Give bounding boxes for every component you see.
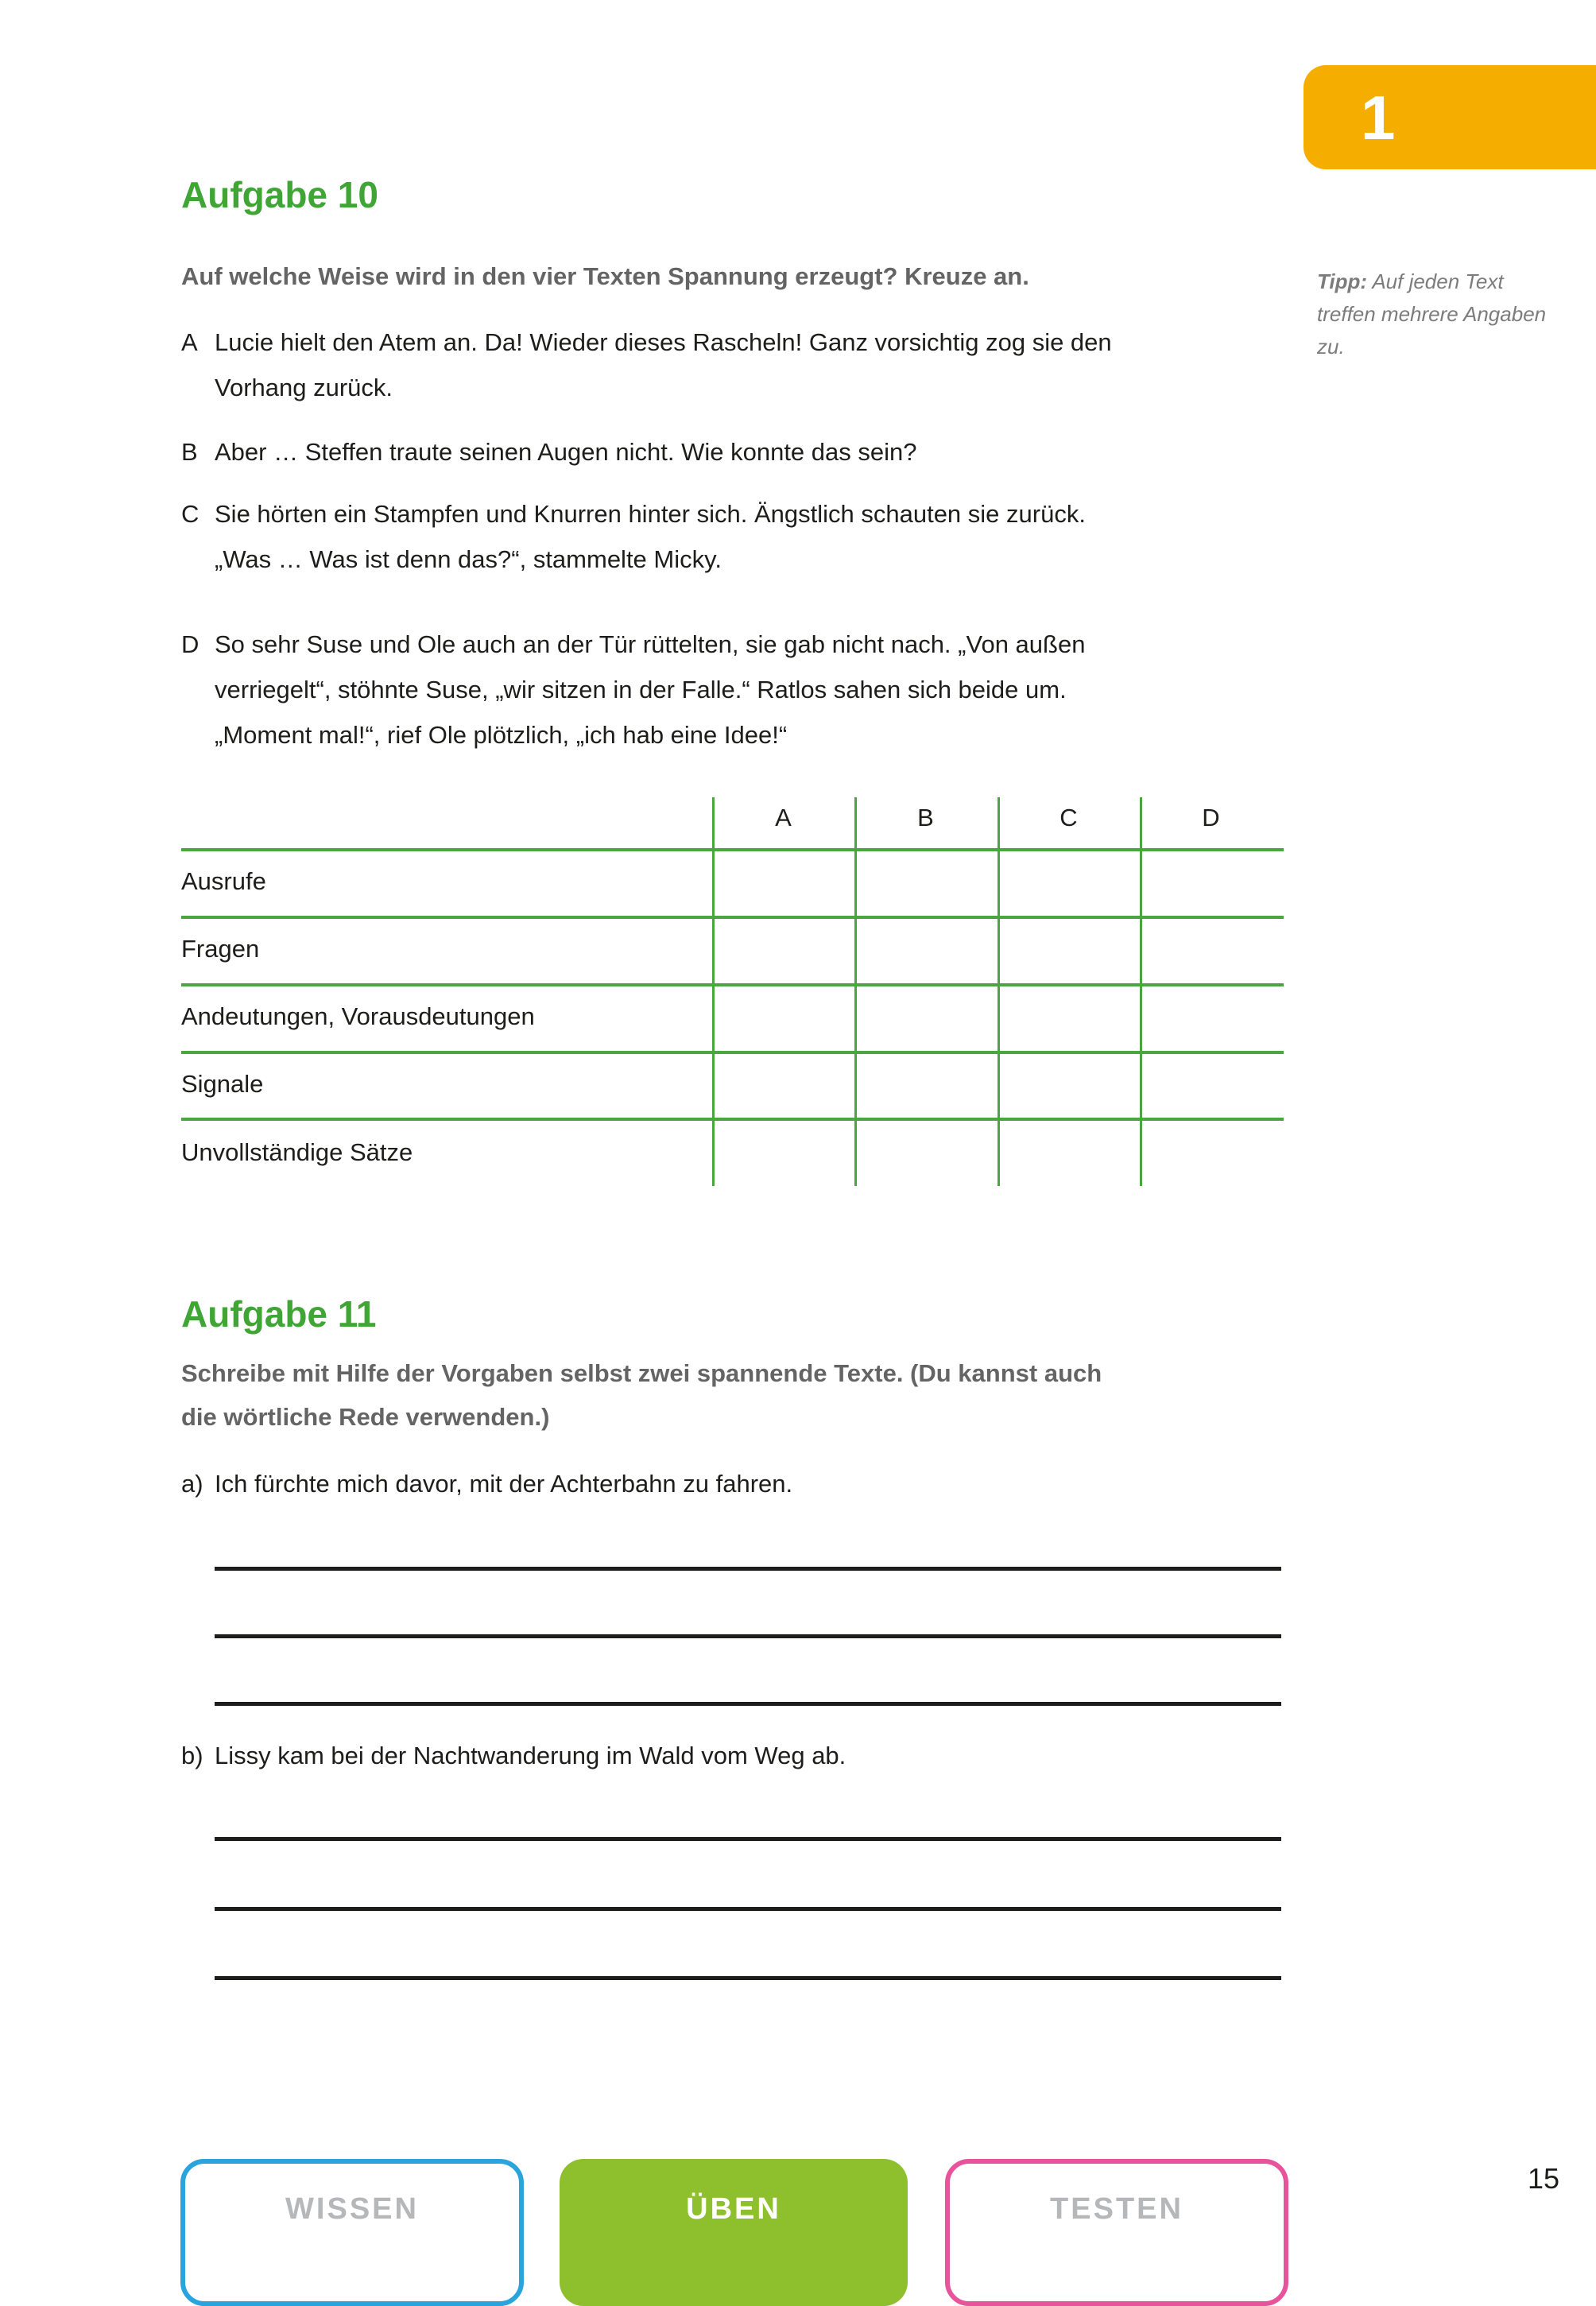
answer-cell[interactable] bbox=[715, 1121, 854, 1186]
prompt-label: a) bbox=[181, 1470, 203, 1498]
prompt-text: Ich fürchte mich davor, mit der Achterbahn zu fahren. bbox=[215, 1470, 793, 1498]
answer-cell[interactable] bbox=[1000, 986, 1140, 1051]
item-letter: D bbox=[181, 630, 200, 658]
text-item-d bbox=[181, 622, 1278, 758]
answer-cell[interactable] bbox=[857, 851, 998, 916]
answer-cell[interactable] bbox=[1142, 1054, 1284, 1118]
tip-label: Tipp: bbox=[1317, 269, 1368, 293]
writing-line[interactable] bbox=[215, 1702, 1281, 1706]
item-text: Lucie hielt den Atem an. Da! Wieder dieses Rascheln! Ganz vorsichtig zog sie den Vorhang zurück. bbox=[215, 328, 1112, 401]
answer-cell[interactable] bbox=[857, 986, 998, 1051]
aufgabe11-instruction: Schreibe mit Hilfe der Vorgaben selbst zwei spannende Texte. (Du kannst auch die wörtliche Rede verwenden.) bbox=[181, 1359, 1102, 1431]
table-column-header: C bbox=[1059, 804, 1078, 831]
text-item-a bbox=[181, 320, 1278, 410]
writing-line[interactable] bbox=[215, 1976, 1281, 1980]
tip-text: Auf jeden Text treffen mehrere Angaben zu. bbox=[1317, 269, 1547, 358]
aufgabe10-instruction: Auf welche Weise wird in den vier Texten Spannung erzeugt? Kreuze an. bbox=[181, 262, 1029, 290]
table-row-label: Unvollständige Sätze bbox=[181, 1138, 413, 1166]
answer-cell[interactable] bbox=[857, 1121, 998, 1186]
answer-cell[interactable] bbox=[1142, 919, 1284, 983]
writing-line[interactable] bbox=[215, 1567, 1281, 1571]
answer-cell[interactable] bbox=[715, 986, 854, 1051]
answer-cell[interactable] bbox=[1142, 851, 1284, 916]
nav-button-ueben[interactable] bbox=[560, 2159, 908, 2306]
chapter-number: 1 bbox=[1361, 82, 1396, 153]
nav-button-label: WISSEN bbox=[285, 2192, 419, 2226]
answer-cell[interactable] bbox=[1000, 1121, 1140, 1186]
answer-cell[interactable] bbox=[857, 919, 998, 983]
item-letter: B bbox=[181, 438, 198, 466]
table-column-header: A bbox=[775, 804, 792, 831]
aufgabe11-title: Aufgabe 11 bbox=[181, 1293, 377, 1335]
prompt-label: b) bbox=[181, 1742, 203, 1769]
answer-cell[interactable] bbox=[1142, 986, 1284, 1051]
item-text: Aber … Steffen traute seinen Augen nicht. Wie konnte das sein? bbox=[215, 438, 917, 466]
answer-cell[interactable] bbox=[1000, 851, 1140, 916]
writing-line[interactable] bbox=[215, 1837, 1281, 1841]
item-text: So sehr Suse und Ole auch an der Tür rüttelten, sie gab nicht nach. „Von außen verriegelt“, stöhnte Suse, „wir sitzen in der Falle.“ Ratlos sahen sich beide um. „Moment mal!“, rief Ole plötzlich, „ich hab eine Idee!“ bbox=[215, 630, 1086, 749]
nav-button-wissen[interactable] bbox=[180, 2159, 524, 2306]
answer-cell[interactable] bbox=[1000, 919, 1140, 983]
answer-cell[interactable] bbox=[1142, 1121, 1284, 1186]
answer-cell[interactable] bbox=[1000, 1054, 1140, 1118]
table-row-label: Ausrufe bbox=[181, 867, 266, 895]
answer-table bbox=[181, 797, 1284, 1186]
prompt-a bbox=[181, 1461, 1286, 1506]
aufgabe10-title: Aufgabe 10 bbox=[181, 174, 378, 215]
nav-button-label: TESTEN bbox=[1050, 2192, 1183, 2226]
page-number: 15 bbox=[1527, 2162, 1559, 2195]
prompt-text: Lissy kam bei der Nachtwanderung im Wald vom Weg ab. bbox=[215, 1742, 846, 1769]
text-item-c bbox=[181, 491, 1278, 582]
prompt-b bbox=[181, 1733, 1286, 1778]
text-item-b bbox=[181, 429, 1278, 475]
nav-button-label: ÜBEN bbox=[686, 2192, 781, 2226]
tip-note bbox=[1317, 265, 1555, 363]
item-text: Sie hörten ein Stampfen und Knurren hinter sich. Ängstlich schauten sie zurück. „Was … Was ist denn das?“, stammelte Micky. bbox=[215, 500, 1086, 573]
answer-cell[interactable] bbox=[715, 919, 854, 983]
chapter-tab[interactable] bbox=[1304, 65, 1596, 169]
writing-line[interactable] bbox=[215, 1907, 1281, 1911]
nav-button-testen[interactable] bbox=[945, 2159, 1288, 2306]
item-letter: C bbox=[181, 500, 200, 528]
table-row-label: Andeutungen, Vorausdeutungen bbox=[181, 1002, 535, 1030]
table-column-header: B bbox=[917, 804, 934, 831]
item-letter: A bbox=[181, 328, 198, 356]
answer-cell[interactable] bbox=[715, 851, 854, 916]
table-row-label: Fragen bbox=[181, 935, 260, 963]
table-row-label: Signale bbox=[181, 1070, 264, 1098]
table-column-header: D bbox=[1202, 804, 1220, 831]
answer-cell[interactable] bbox=[857, 1054, 998, 1118]
answer-cell[interactable] bbox=[715, 1054, 854, 1118]
writing-line[interactable] bbox=[215, 1634, 1281, 1638]
